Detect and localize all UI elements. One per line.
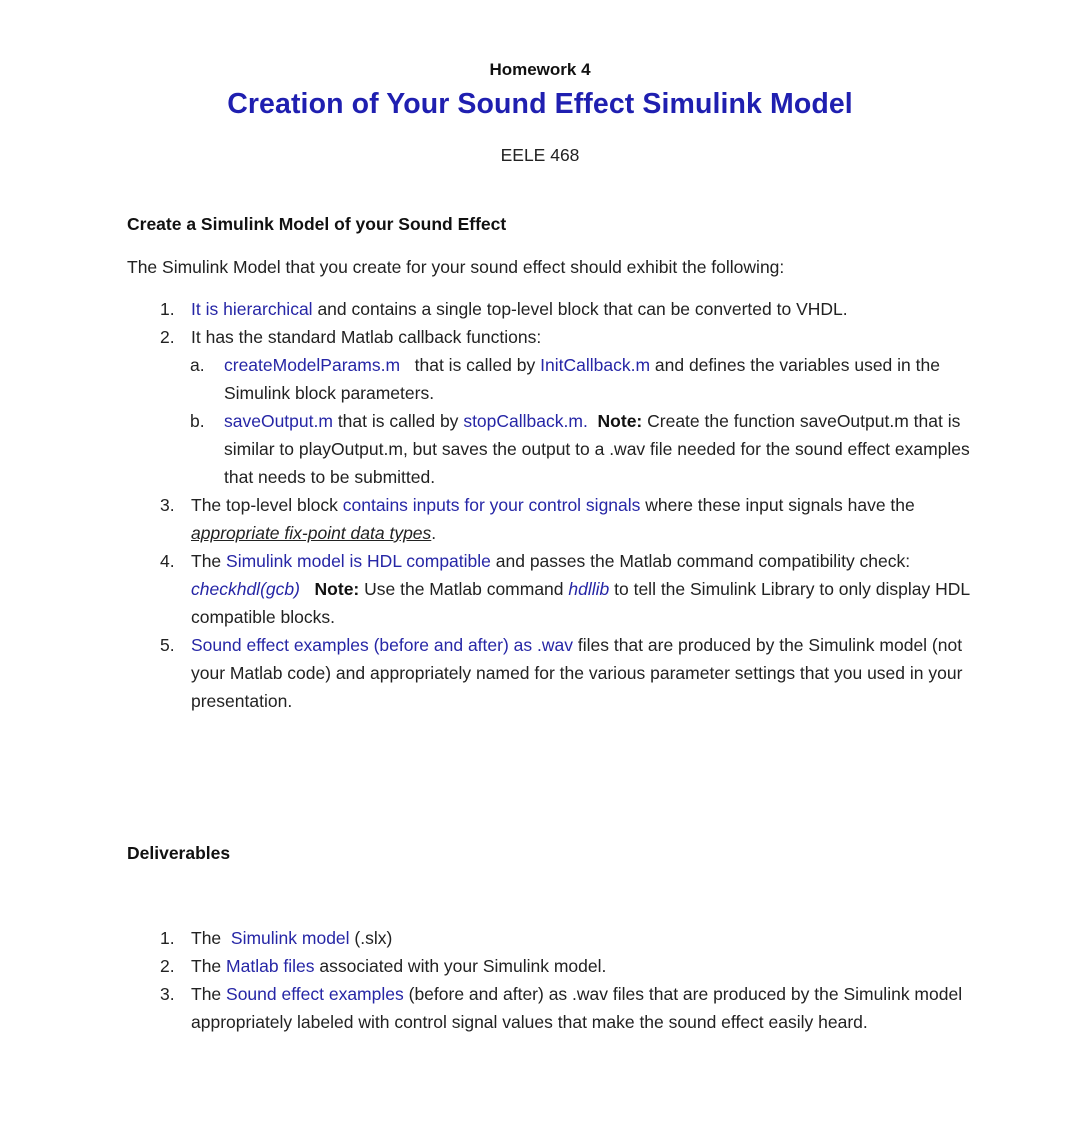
list-item: 1. It is hierarchical and contains a single top-level block that can be converted to VHDL. <box>160 299 848 319</box>
callback-sublist <box>160 351 980 491</box>
page-title: Creation of Your Sound Effect Simulink Model <box>227 88 853 120</box>
deliverables-list <box>160 924 980 1036</box>
intro-paragraph: The Simulink Model that you create for your sound effect should exhibit the following: <box>127 257 785 277</box>
course-code: EELE 468 <box>500 145 580 165</box>
list-item: a. createModelParams.m that is called by InitCallback.m and defines the variables used in the Simulink block parameters. <box>190 355 940 403</box>
list-item: 2. It has the standard Matlab callback functions: a. createModelParams.m that is called by InitCallback.m and defines the variables used in the Simulink block parameters. b. saveOutput.m that is called by stopCallback.m. Note: Create the function saveOutput.m that is similar to playOutput.m, but saves the output to a .wav file needed for the sound effect examples that needs to be submitted. <box>160 323 980 491</box>
checkhdl-command: checkhdl(gcb) <box>191 579 300 599</box>
hierarchical-link-text: It is hierarchical <box>191 299 313 319</box>
list-item: 3. The Sound effect examples (before and after) as .wav files that are produced by the Simulink model appropriately labeled with control signal values that make the sound effect easily heard. <box>160 984 963 1032</box>
list-item: 2. The Matlab files associated with your Simulink model. <box>160 956 607 976</box>
section-heading-create: Create a Simulink Model of your Sound Effect <box>127 214 507 234</box>
list-item: b. saveOutput.m that is called by stopCallback.m. Note: Create the function saveOutput.m that is similar to playOutput.m, but saves the output to a .wav file needed for the sound effect examples that needs to be submitted. <box>190 411 970 487</box>
list-item: 3. The top-level block contains inputs for your control signals where these input signals have the appropriate fix-point data types. <box>160 495 915 543</box>
list-item: 1. The Simulink model (.slx) <box>160 928 393 948</box>
requirements-list <box>160 295 980 715</box>
list-item: 5. Sound effect examples (before and after) as .wav files that are produced by the Simulink model (not your Matlab code) and appropriately named for the various parameter settings that you used in your presentation. <box>160 635 963 711</box>
section-heading-deliverables: Deliverables <box>127 843 231 863</box>
hdllib-command: hdllib <box>568 579 610 599</box>
list-item: 4. The Simulink model is HDL compatible and passes the Matlab command compatibility check: checkhdl(gcb) Note: Use the Matlab command hdllib to tell the Simulink Library to only display HDL compatible blocks. <box>160 551 970 627</box>
homework-label: Homework 4 <box>489 60 591 79</box>
